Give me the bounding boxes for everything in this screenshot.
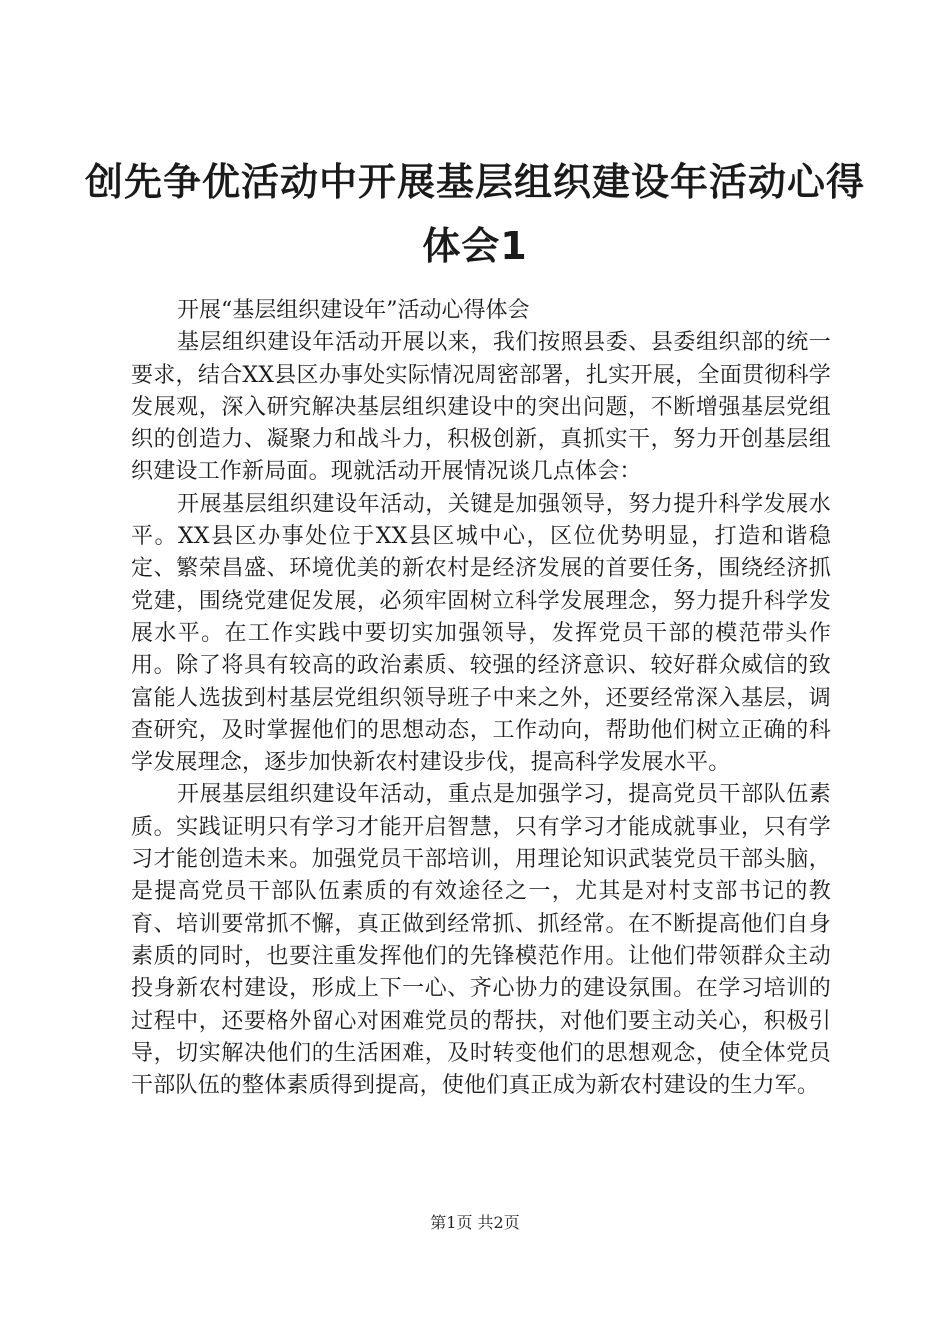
paragraph-2: 开展基层组织建设年活动，关键是加强领导，努力提升科学发展水平。XX县区办事处位于XX县区城中心，区位优势明显，打造和谐稳定、繁荣昌盛、环境优美的新农村是经济发展的首要任务，围绕经济抓党建，围绕党建促发展，必须牢固树立科学发展理念，努力提升科学发展水平。在工作实践中要切实加强领导，发挥党员干部的模范带头作用。除了将具有较高的政治素质、较强的经济意识、较好群众威信的致富能人选拔到村基层党组织领导班子中来之外，还要经常深入基层，调查研究，及时掌握他们的思想动态，工作动向，帮助他们树立正确的科学发展理念，逐步加快新农村建设步伐，提高科学发展水平。 bbox=[131, 491, 831, 776]
document-subtitle: 开展“基层组织建设年”活动心得体会 bbox=[177, 298, 530, 323]
paragraph-1: 基层组织建设年活动开展以来，我们按照县委、县委组织部的统一要求，结合XX县区办事处实际情况周密部署，扎实开展，全面贯彻科学发展观，深入研究解决基层组织建设中的突出问题，不断增强基层党组织的创造力、凝聚力和战斗力，积极创新，真抓实干，努力开创基层组织建设工作新局面。现就活动开展情况谈几点体会： bbox=[131, 330, 831, 485]
document-title-line-1: 创先争优活动中开展基层组织建设年活动心得 bbox=[84, 160, 865, 204]
page-footer: 第1页 共2页 bbox=[430, 1213, 520, 1232]
paragraph-3: 开展基层组织建设年活动，重点是加强学习，提高党员干部队伍素质。实践证明只有学习才能开启智慧，只有学习才能成就事业，只有学习才能创造未来。加强党员干部培训，用理论知识武装党员干部头脑，是提高党员干部队伍素质的有效途径之一，尤其是对村支部书记的教育、培训要常抓不懈，真正做到经常抓、抓经常。在不断提高他们自身素质的同时，也要注重发挥他们的先锋模范作用。让他们带领群众主动投身新农村建设，形成上下一心、齐心协力的建设氛围。在学习培训的过程中，还要格外留心对困难党员的帮扶，对他们要主动关心，积极引导，切实解决他们的生活困难，及时转变他们的思想观念，使全体党员干部队伍的整体素质得到提高，使他们真正成为新农村建设的生力军。 bbox=[131, 782, 831, 1099]
document-title-line-2: 体会1 bbox=[422, 224, 528, 268]
document-body bbox=[131, 295, 831, 1102]
